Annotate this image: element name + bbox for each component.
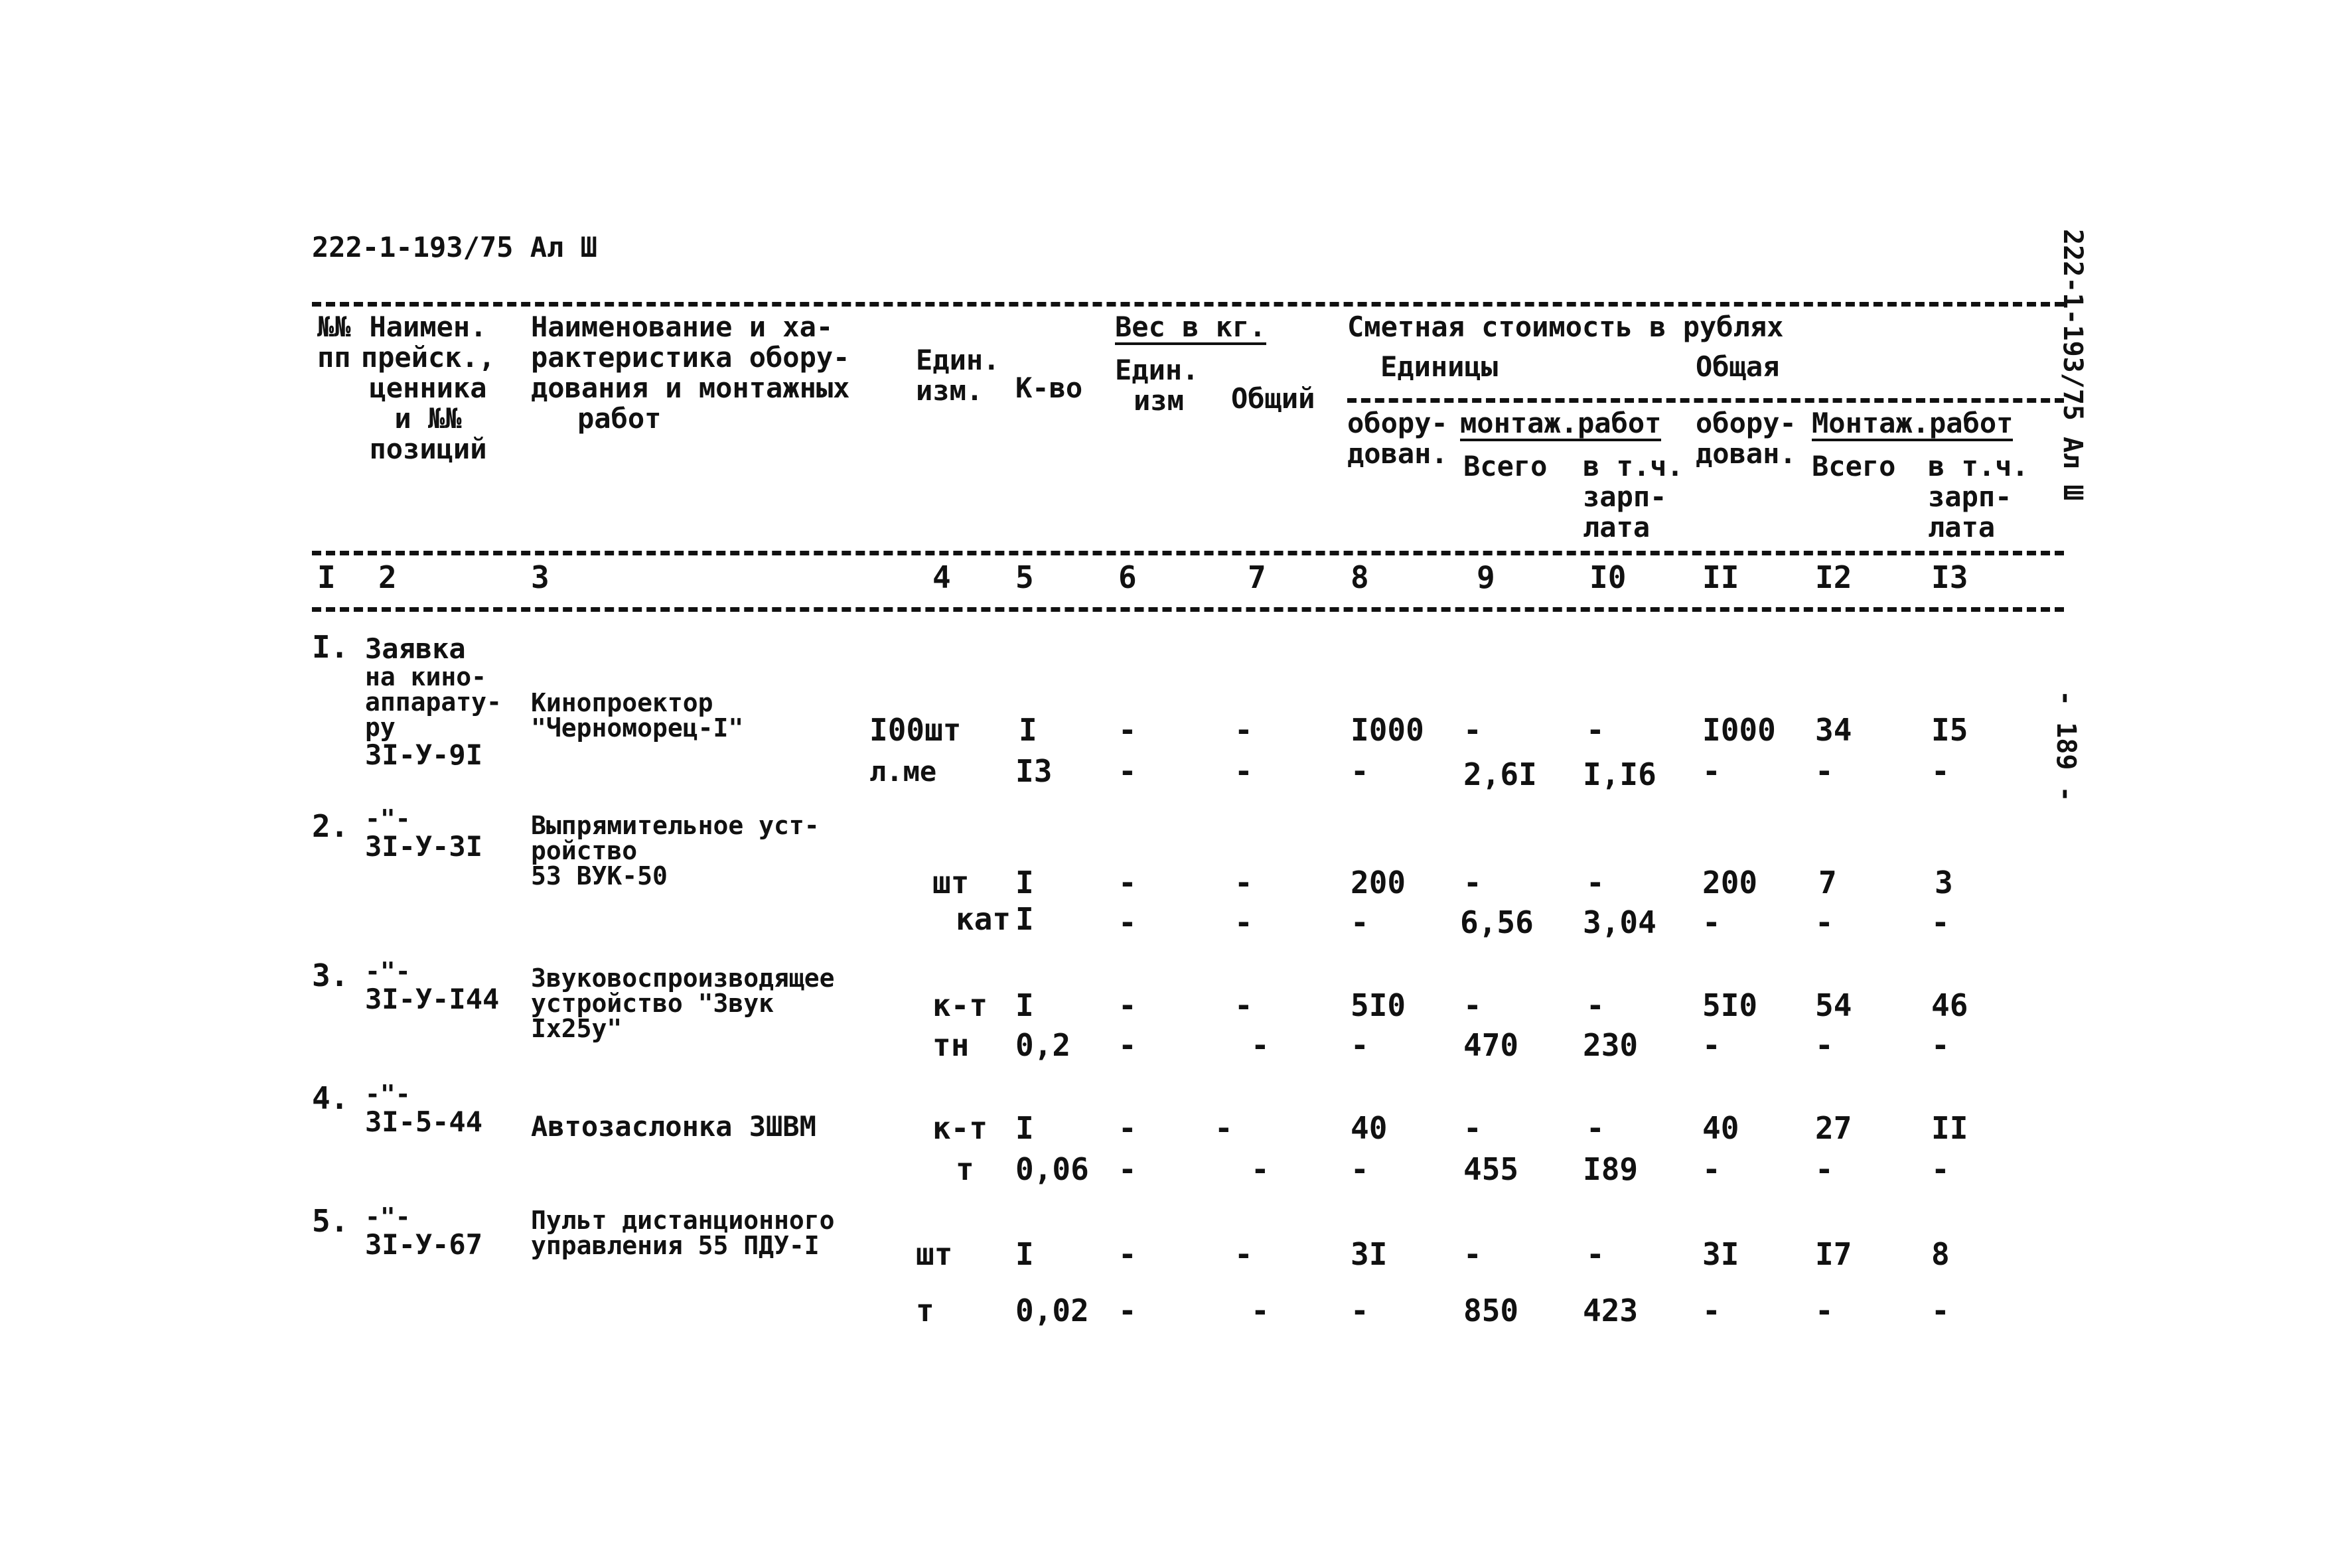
line-c9: -	[1463, 865, 1482, 900]
row-name: Пульт дистанционного управления 55 ПДУ-I	[531, 1206, 835, 1260]
col-number: I	[317, 559, 336, 595]
line-unit: к-т	[932, 987, 988, 1023]
row-code: Заявка на кино- аппарату- ру 3I-У-9I	[365, 632, 502, 771]
line-c9: -	[1463, 712, 1482, 748]
col-number: I3	[1931, 559, 1968, 595]
line-c11: -	[1702, 753, 1721, 789]
row-number: I.	[312, 629, 349, 665]
line-qty: 0,02	[1015, 1293, 1089, 1328]
line-c13: I5	[1931, 712, 1968, 748]
column-numbers-rule	[312, 607, 2064, 612]
line-c13: 8	[1931, 1236, 1950, 1272]
col-number: 2	[378, 559, 397, 595]
col-number: 3	[531, 559, 550, 595]
row-name: Звуковоспроизводящее устройство "Звук Iх25у"	[531, 963, 835, 1043]
row-code: -"- 3I-У-I44	[365, 957, 500, 1015]
line-c7: -	[1251, 1027, 1270, 1063]
line-unit: л.ме	[869, 755, 937, 788]
line-c10: -	[1586, 1110, 1605, 1146]
line-c10: I,I6	[1583, 756, 1656, 792]
line-c9: -	[1463, 1236, 1482, 1272]
header-col9-group: монтаж.работ	[1460, 408, 1661, 441]
row-number: 2.	[312, 808, 349, 844]
line-unit: т	[956, 1151, 974, 1187]
row-number: 5.	[312, 1203, 349, 1239]
line-c7: -	[1234, 712, 1253, 748]
row-code: -"- 3I-У-67	[365, 1202, 483, 1261]
page-number: - 189 -	[2051, 690, 2081, 802]
line-c9: 455	[1463, 1151, 1519, 1187]
line-unit: I00шт	[869, 712, 962, 748]
line-c9: -	[1463, 987, 1482, 1023]
header-weight-group: Вес в кг.	[1115, 312, 1266, 345]
line-c7: -	[1234, 987, 1253, 1023]
header-col12-group: Монтаж.работ	[1812, 408, 2013, 441]
line-c9: 470	[1463, 1027, 1519, 1063]
header-col6: Един. изм	[1115, 354, 1199, 417]
col-number: 9	[1477, 559, 1495, 595]
header-unit-group: Единицы	[1380, 350, 1499, 383]
line-c6: -	[1118, 865, 1137, 900]
line-c6: -	[1118, 904, 1137, 940]
line-c13: II	[1931, 1110, 1968, 1146]
line-c8: 200	[1351, 865, 1406, 900]
header-col9: Всего	[1463, 450, 1548, 482]
header-total-group: Общая	[1696, 350, 1780, 383]
line-qty: 0,2	[1015, 1027, 1071, 1063]
line-c11: -	[1702, 904, 1721, 940]
line-c11: 40	[1702, 1110, 1739, 1146]
col-number: 8	[1351, 559, 1369, 595]
line-unit: т	[916, 1293, 934, 1328]
header-col12: Всего	[1812, 450, 1896, 482]
row-name: Кинопроектор "Черноморец-I"	[531, 688, 744, 743]
header-col2: Наимен. прейск., ценника и №№ позиций	[360, 311, 496, 465]
line-c10: 3,04	[1583, 904, 1656, 940]
line-c12: 27	[1815, 1110, 1852, 1146]
line-qty: I	[1015, 1110, 1034, 1146]
line-c7: -	[1251, 1151, 1270, 1187]
line-c7: -	[1214, 1110, 1233, 1146]
header-col1: №№ пп	[317, 311, 351, 374]
line-c8: 3I	[1351, 1236, 1388, 1272]
line-c10: -	[1586, 865, 1605, 900]
line-c10: -	[1586, 1236, 1605, 1272]
col-number: I2	[1815, 559, 1852, 595]
line-c6: -	[1118, 712, 1137, 748]
line-c6: -	[1118, 1151, 1137, 1187]
line-c10: I89	[1583, 1151, 1639, 1187]
line-unit: шт	[932, 865, 970, 900]
col-number: 5	[1015, 559, 1034, 595]
line-c13: -	[1931, 753, 1950, 789]
line-c11: 5I0	[1702, 987, 1758, 1023]
line-qty: I3	[1015, 753, 1053, 789]
line-c10: -	[1586, 712, 1605, 748]
line-c6: -	[1118, 1110, 1137, 1146]
line-c7: -	[1234, 865, 1253, 900]
line-c10: 423	[1583, 1293, 1639, 1328]
line-c11: 200	[1702, 865, 1758, 900]
line-c13: -	[1931, 1151, 1950, 1187]
line-c12: -	[1815, 1151, 1834, 1187]
line-c10: -	[1586, 987, 1605, 1023]
row-code: -"- 3I-5-44	[365, 1080, 483, 1138]
line-c6: -	[1118, 1027, 1137, 1063]
line-qty: I	[1019, 712, 1037, 748]
line-c13: 46	[1931, 987, 1968, 1023]
line-c13: -	[1931, 904, 1950, 940]
side-document-code: 222-1-193/75 Ал Ш	[2057, 229, 2088, 501]
line-c7: -	[1234, 753, 1253, 789]
line-c11: -	[1702, 1151, 1721, 1187]
line-qty: I	[1015, 901, 1034, 937]
line-c6: -	[1118, 1236, 1137, 1272]
document-code: 222-1-193/75 Ал Ш	[312, 231, 597, 263]
line-c11: -	[1702, 1293, 1721, 1328]
line-c7: -	[1234, 904, 1253, 940]
line-c9: 2,6I	[1463, 756, 1537, 792]
line-c7: -	[1251, 1293, 1270, 1328]
line-qty: I	[1015, 1236, 1034, 1272]
line-unit: к-т	[932, 1110, 988, 1146]
line-c11: I000	[1702, 712, 1776, 748]
line-c6: -	[1118, 753, 1137, 789]
line-unit: шт	[916, 1236, 953, 1272]
header-col10: в т.ч. зарп- лата	[1583, 450, 1684, 543]
line-c8: -	[1351, 1027, 1369, 1063]
line-c12: 7	[1818, 865, 1837, 900]
header-col5: К-во	[1015, 372, 1083, 404]
row-name: Выпрямительное уст- ройство 53 ВУК-50	[531, 811, 820, 891]
line-c13: -	[1931, 1293, 1950, 1328]
header-bottom-rule	[312, 551, 2064, 555]
line-c8: 5I0	[1351, 987, 1406, 1023]
line-c12: -	[1815, 1027, 1834, 1063]
line-c10: 230	[1583, 1027, 1639, 1063]
col-number: I0	[1589, 559, 1627, 595]
line-c12: I7	[1815, 1236, 1852, 1272]
header-col3: Наименование и ха- рактеристика обору- дования и монтажных работ	[531, 311, 850, 435]
line-c8: -	[1351, 1293, 1369, 1328]
line-qty: 0,06	[1015, 1151, 1089, 1187]
table-top-rule	[312, 302, 2064, 307]
header-cost-group: Сметная стоимость в рублях	[1347, 311, 1784, 343]
header-col8: обору- дован.	[1347, 407, 1448, 470]
line-c12: 34	[1815, 712, 1852, 748]
line-c11: 3I	[1702, 1236, 1739, 1272]
header-col4: Един. изм.	[916, 344, 1000, 407]
line-c8: 40	[1351, 1110, 1388, 1146]
row-code: -"- 3I-У-3I	[365, 804, 483, 863]
unit-cost-rule	[1347, 398, 2064, 403]
line-c9: -	[1463, 1110, 1482, 1146]
line-qty: I	[1015, 865, 1034, 900]
line-c7: -	[1234, 1236, 1253, 1272]
line-c6: -	[1118, 1293, 1137, 1328]
line-c11: -	[1702, 1027, 1721, 1063]
line-c8: I000	[1351, 712, 1424, 748]
row-number: 3.	[312, 958, 349, 993]
line-qty: I	[1015, 987, 1034, 1023]
row-number: 4.	[312, 1080, 349, 1116]
header-col11: обору- дован.	[1696, 407, 1797, 470]
line-c8: -	[1351, 753, 1369, 789]
line-c12: -	[1815, 1293, 1834, 1328]
row-name: Автозаслонка ЗШВМ	[531, 1110, 816, 1143]
line-c9: 6,56	[1460, 904, 1534, 940]
line-c9: 850	[1463, 1293, 1519, 1328]
col-number: 7	[1248, 559, 1266, 595]
line-c8: -	[1351, 1151, 1369, 1187]
col-number: 6	[1118, 559, 1137, 595]
line-c13: 3	[1935, 865, 1953, 900]
line-c12: 54	[1815, 987, 1852, 1023]
line-unit: кат	[956, 901, 1011, 937]
line-c12: -	[1815, 753, 1834, 789]
header-col13: в т.ч. зарп- лата	[1928, 450, 2029, 543]
col-number: II	[1702, 559, 1739, 595]
line-c6: -	[1118, 987, 1137, 1023]
line-c13: -	[1931, 1027, 1950, 1063]
line-c8: -	[1351, 904, 1369, 940]
line-c12: -	[1815, 904, 1834, 940]
line-unit: тн	[932, 1027, 970, 1063]
header-col7: Общий	[1231, 382, 1315, 415]
col-number: 4	[932, 559, 951, 595]
